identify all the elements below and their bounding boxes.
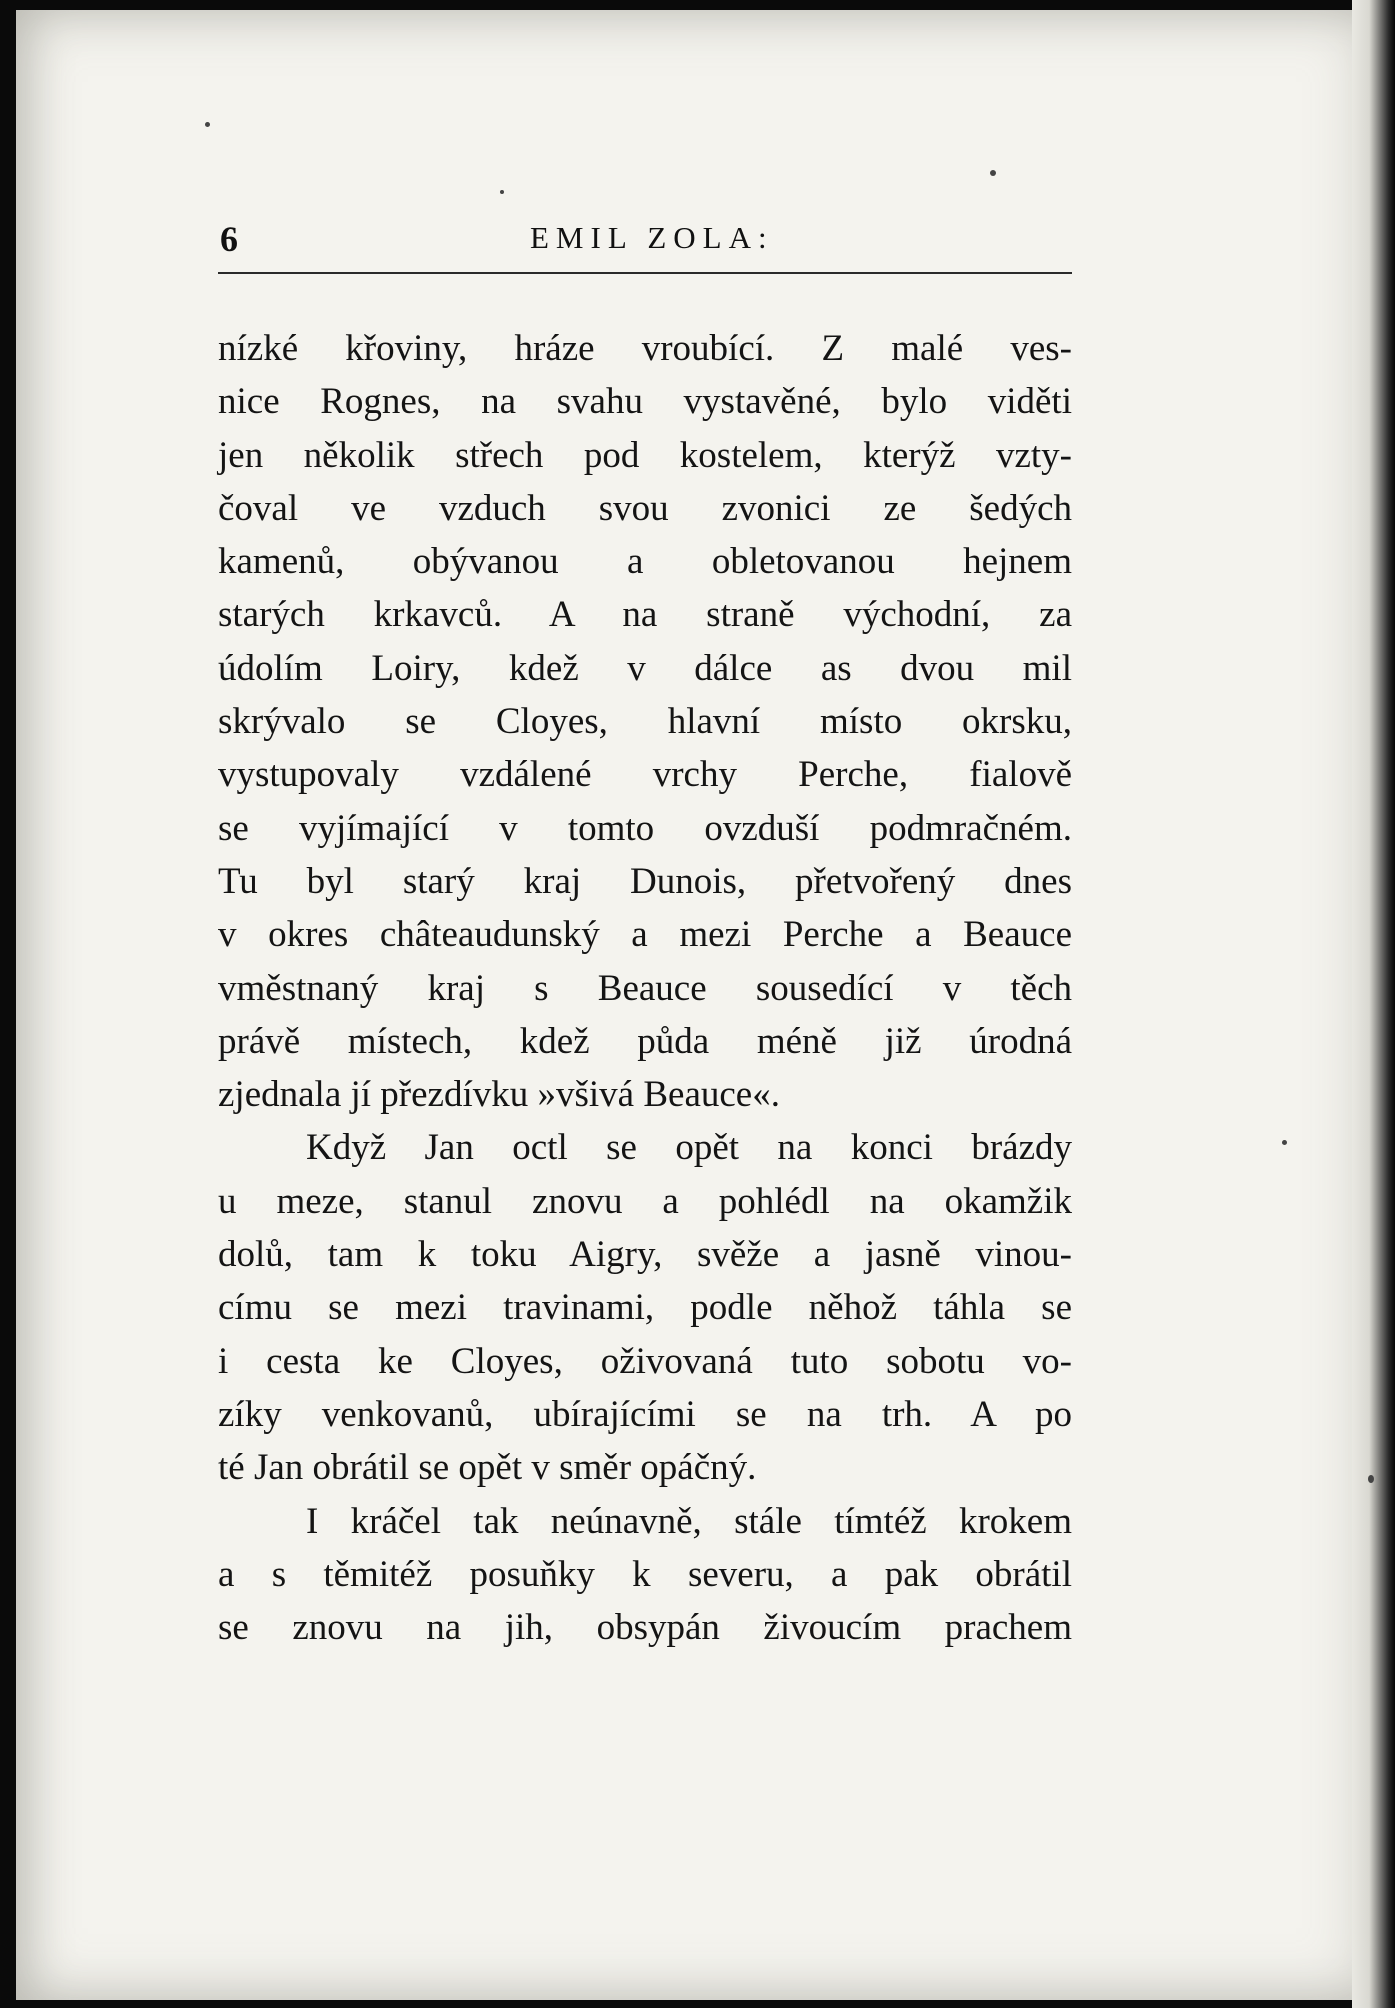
page-header — [220, 218, 1072, 270]
page-edge-shadow — [1352, 0, 1395, 2008]
text-line: zíky venkovanů, ubírajícími se na trh. A po — [218, 1393, 1072, 1435]
text-line: právě místech, kdež půda méně již úrodná — [218, 1020, 1072, 1062]
scan-speck — [990, 170, 996, 176]
paragraph-3 — [218, 1495, 1072, 1655]
text-line: jen několik střech pod kostelem, kterýž vzty- — [218, 434, 1072, 476]
text-line: I kráčel tak neúnavně, stále tímtéž krokem — [306, 1500, 1072, 1542]
text-line: čoval ve vzduch svou zvonici ze šedých — [218, 487, 1072, 529]
text-line: údolím Loiry, kdež v dálce as dvou mil — [218, 647, 1072, 689]
text-line: u meze, stanul znovu a pohlédl na okamžik — [218, 1180, 1072, 1222]
text-line: nice Rognes, na svahu vystavěné, bylo viděti — [218, 381, 1072, 423]
scan-speck — [1282, 1140, 1287, 1145]
text-line: i cesta ke Cloyes, oživovaná tuto sobotu vo- — [218, 1340, 1072, 1382]
text-line: dolů, tam k toku Aigry, svěže a jasně vinou- — [218, 1234, 1072, 1276]
text-line: vystupovaly vzdálené vrchy Perche, fialově — [218, 754, 1072, 796]
text-line: nízké křoviny, hráze vroubící. Z malé ves- — [218, 328, 1072, 369]
text-line: vměstnaný kraj s Beauce sousedící v těch — [218, 967, 1072, 1009]
text-line: se znovu na jih, obsypán živoucím prachem — [218, 1607, 1072, 1649]
text-line: zjednala jí přezdívku »všivá Beauce«. — [218, 1074, 780, 1116]
text-line: a s těmitéž posuňky k severu, a pak obrátil — [218, 1553, 1072, 1595]
text-line: skrývalo se Cloyes, hlavní místo okrsku, — [218, 701, 1072, 743]
text-line: címu se mezi travinami, podle něhož táhla se — [218, 1287, 1072, 1329]
running-head: EMIL ZOLA: — [530, 220, 774, 255]
text-line: se vyjímající v tomto ovzduší podmračném. — [218, 807, 1072, 849]
scan-speck — [205, 122, 210, 127]
body-text — [218, 322, 1072, 1654]
header-rule — [218, 272, 1072, 274]
text-line: kamenů, obývanou a obletovanou hejnem — [218, 541, 1072, 583]
text-line: Když Jan octl se opět na konci brázdy — [306, 1127, 1072, 1169]
scan-speck — [500, 190, 504, 194]
text-line: té Jan obrátil se opět v směr opáčný. — [218, 1447, 757, 1489]
scan-speck — [1368, 1475, 1374, 1483]
text-line: v okres châteaudunský a mezi Perche a Beauce — [218, 914, 1072, 956]
page-number: 6 — [220, 219, 238, 259]
text-line: starých krkavců. A na straně východní, za — [218, 594, 1072, 636]
paragraph-1 — [218, 322, 1072, 1121]
paragraph-2 — [218, 1121, 1072, 1494]
text-line: Tu byl starý kraj Dunois, přetvořený dnes — [218, 860, 1072, 902]
